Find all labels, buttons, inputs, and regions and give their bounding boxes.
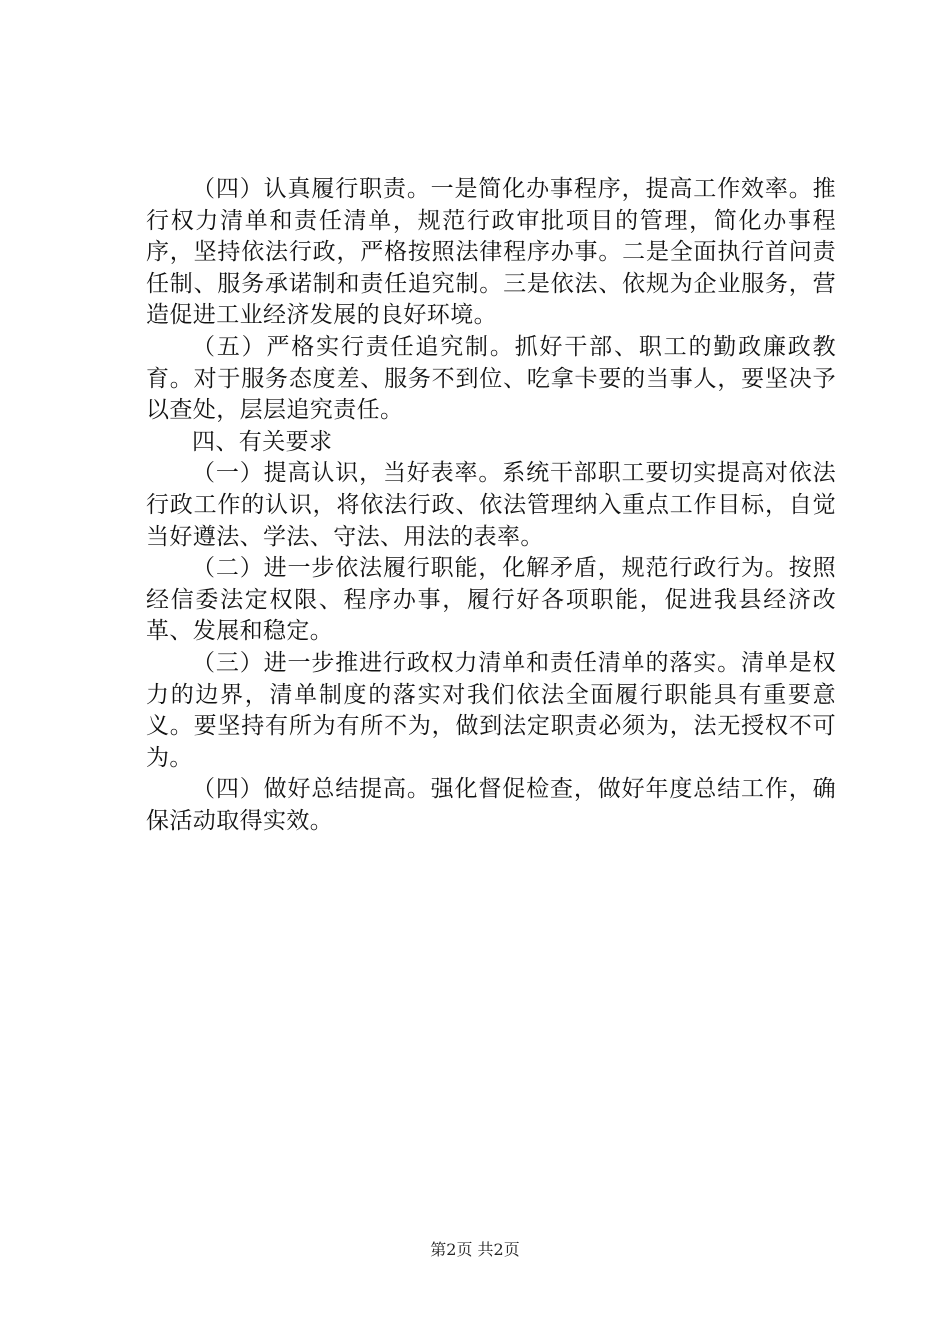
paragraph-summary: （四）做好总结提高。强化督促检查，做好年度总结工作，确保活动取得实效。	[146, 776, 836, 834]
paragraph-duties: （四）认真履行职责。一是简化办事程序，提高工作效率。推行权力清单和责任清单，规范行政审批项目的管理，简化办事程序，坚持依法行政，严格按照法律程序办事。二是全面执行首问责任制、服务承诺制和责任追究制。三是依法、依规为企业服务，营造促进工业经济发展的良好环境。	[146, 176, 836, 329]
paragraph-accountability: （五）严格实行责任追究制。抓好干部、职工的勤政廉政教育。对于服务态度差、服务不到位、吃拿卡要的当事人，要坚决予以查处，层层追究责任。	[146, 333, 836, 424]
page-number-footer: 第2页 共2页	[430, 1240, 520, 1259]
document-body	[146, 174, 836, 837]
paragraph-power-list: （三）进一步推进行政权力清单和责任清单的落实。清单是权力的边界，清单制度的落实对我们依法全面履行职能具有重要意义。要坚持有所为有所不为，做到法定职责必须为，法无授权不可为。	[146, 649, 836, 771]
section-heading-requirements: 四、有关要求	[192, 428, 333, 455]
paragraph-awareness: （一）提高认识，当好表率。系统干部职工要切实提高对依法行政工作的认识，将依法行政、依法管理纳入重点工作目标，自觉当好遵法、学法、守法、用法的表率。	[146, 460, 836, 550]
paragraph-functions: （二）进一步依法履行职能，化解矛盾，规范行政行为。按照经信委法定权限、程序办事，履行好各项职能，促进我县经济改革、发展和稳定。	[146, 555, 836, 645]
